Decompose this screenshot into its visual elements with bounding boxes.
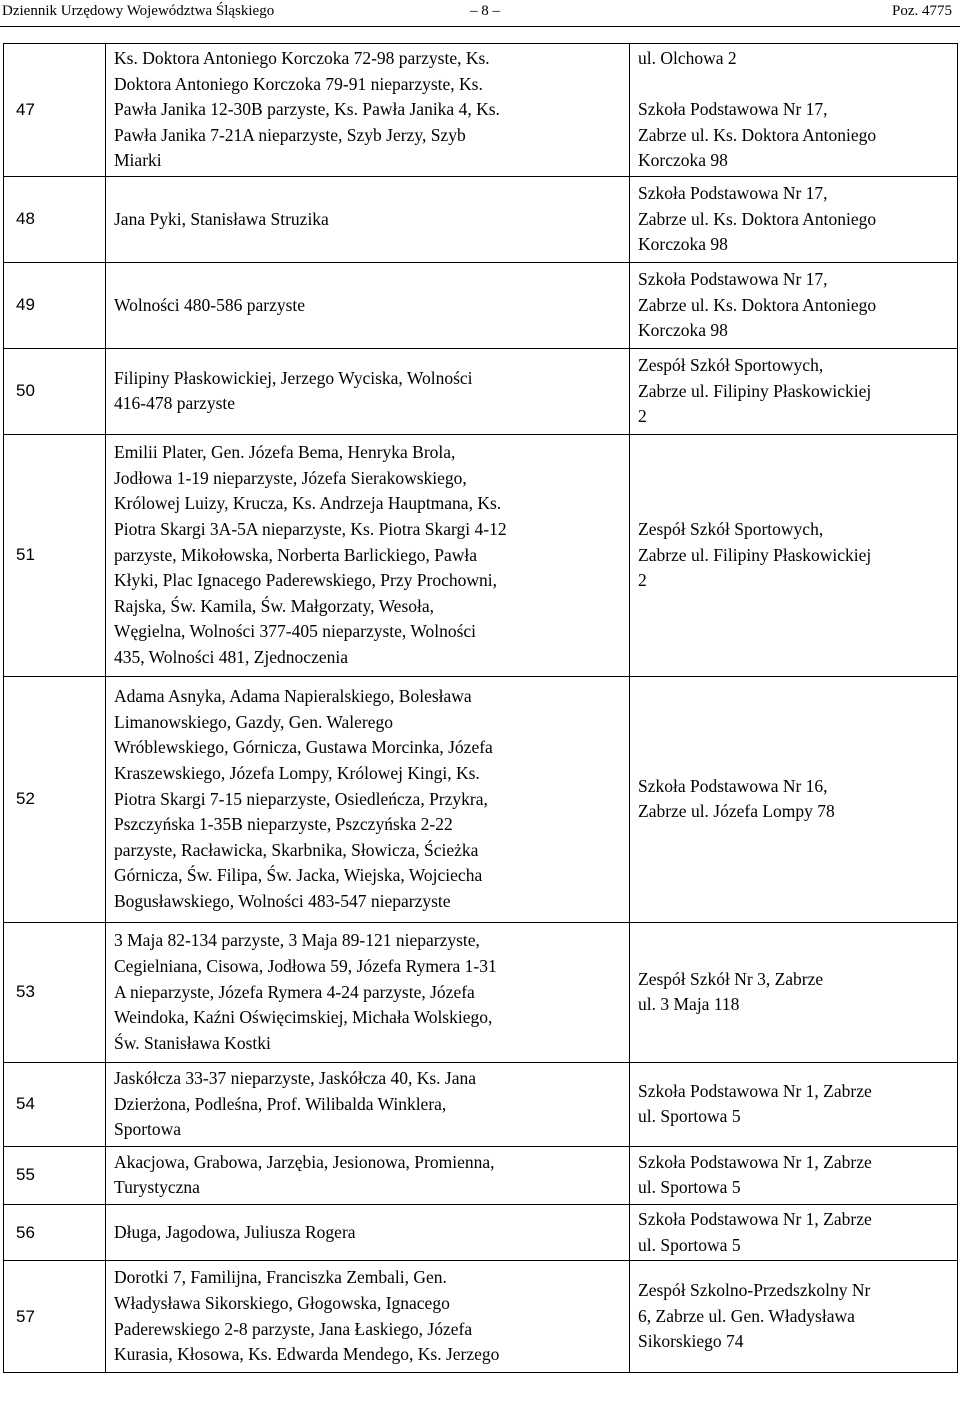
journal-title: Dziennik Urzędowy Województwa Śląskiego [2, 3, 275, 19]
district-number: 49 [4, 262, 106, 348]
street-list [106, 922, 630, 1062]
district-number: 48 [4, 176, 106, 262]
district-number: 47 [4, 44, 106, 177]
street-line: Dorotki 7, Familijna, Franciszka Zembali, Gen. [114, 1267, 447, 1288]
school-line: Szkoła Podstawowa Nr 17, [638, 99, 828, 120]
street-line: Akacjowa, Grabowa, Jarzębia, Jesionowa, Promienna, [114, 1151, 495, 1172]
school-address [630, 44, 958, 177]
district-number: 56 [4, 1204, 106, 1260]
school-address [630, 262, 958, 348]
table-row [4, 922, 958, 1062]
street-list [106, 44, 630, 177]
table-body [4, 44, 958, 1373]
district-number: 54 [4, 1062, 106, 1146]
street-line: Weindoka, Kaźni Oświęcimskiej, Michała Wolskiego, [114, 1007, 493, 1028]
street-line: Rajska, Św. Kamila, Św. Małgorzaty, Wesoła, [114, 595, 435, 616]
school-line: ul. Sportowa 5 [638, 1177, 741, 1198]
street-list [106, 176, 630, 262]
page-number: – 8 – [470, 3, 500, 19]
street-line: Emilii Plater, Gen. Józefa Bema, Henryka Brola, [114, 442, 456, 463]
street-list [106, 348, 630, 434]
school-address [630, 1261, 958, 1373]
school-address [630, 348, 958, 434]
table-row [4, 434, 958, 676]
school-address [630, 922, 958, 1062]
street-line: Kraszewskiego, Józefa Lompy, Królowej Kingi, Ks. [114, 763, 480, 784]
street-line: Kurasia, Kłosowa, Ks. Edwarda Mendego, Ks. Jerzego [114, 1344, 500, 1365]
school-line: Zabrze ul. Ks. Doktora Antoniego [638, 294, 877, 315]
street-line: Doktora Antoniego Korczoka 79-91 nieparzyste, Ks. [114, 73, 483, 94]
street-line: Cegielniana, Cisowa, Jodłowa 59, Józefa Rymera 1-31 [114, 956, 497, 977]
street-line: Górnicza, Św. Filipa, Św. Jacka, Wiejska, Wojciecha [114, 865, 483, 886]
school-line: Szkoła Podstawowa Nr 1, Zabrze [638, 1208, 872, 1229]
street-list [106, 1204, 630, 1260]
table-row [4, 348, 958, 434]
school-line: Zespół Szkół Sportowych, [638, 519, 824, 540]
street-line: Piotra Skargi 3A-5A nieparzyste, Ks. Piotra Skargi 4-12 [114, 519, 507, 540]
school-line: Zespół Szkół Sportowych, [638, 355, 824, 376]
street-line: Jana Pyki, Stanisława Struzika [114, 208, 329, 229]
school-line: Zabrze ul. Ks. Doktora Antoniego [638, 208, 877, 229]
street-line: Pszczyńska 1-35B nieparzyste, Pszczyńska 2-22 [114, 814, 453, 835]
street-line: Pawła Janika 7-21A nieparzyste, Szyb Jerzy, Szyb [114, 124, 466, 145]
table-row [4, 176, 958, 262]
school-line: Zabrze ul. Józefa Lompy 78 [638, 801, 835, 822]
school-line: Zabrze ul. Filipiny Płaskowickiej [638, 380, 872, 401]
street-line: Ks. Doktora Antoniego Korczoka 72-98 parzyste, Ks. [114, 48, 490, 68]
street-line: Wróblewskiego, Górnicza, Gustawa Morcinka, Józefa [114, 737, 493, 758]
school-line: Korczoka 98 [638, 234, 728, 255]
street-line: Paderewskiego 2-8 parzyste, Jana Łaskiego, Józefa [114, 1318, 473, 1339]
street-line: Miarki [114, 150, 162, 171]
school-line: Zabrze ul. Ks. Doktora Antoniego [638, 124, 877, 145]
school-line: Korczoka 98 [638, 150, 728, 171]
street-line: Turystyczna [114, 1177, 200, 1198]
street-line: Adama Asnyka, Adama Napieralskiego, Bolesława [114, 686, 472, 707]
school-line: ul. 3 Maja 118 [638, 994, 740, 1015]
school-address [630, 676, 958, 922]
school-line: ul. Sportowa 5 [638, 1106, 741, 1127]
school-line: Szkoła Podstawowa Nr 1, Zabrze [638, 1080, 872, 1101]
street-line: 435, Wolności 481, Zjednoczenia [114, 647, 348, 668]
street-line: 3 Maja 82-134 parzyste, 3 Maja 89-121 nieparzyste, [114, 930, 480, 951]
street-line: Limanowskiego, Gazdy, Gen. Walerego [114, 711, 393, 732]
table-row [4, 676, 958, 922]
school-line: 2 [638, 570, 647, 591]
school-address [630, 1062, 958, 1146]
table-row [4, 262, 958, 348]
district-number: 53 [4, 922, 106, 1062]
street-list [106, 1146, 630, 1204]
street-line: Władysława Sikorskiego, Głogowska, Ignacego [114, 1293, 450, 1314]
position-number: Poz. 4775 [892, 3, 952, 19]
street-line: Bogusławskiego, Wolności 483-547 nieparzyste [114, 891, 451, 912]
school-address [630, 1146, 958, 1204]
street-list [106, 1062, 630, 1146]
district-number: 57 [4, 1261, 106, 1373]
street-line: Piotra Skargi 7-15 nieparzyste, Osiedleńcza, Przykra, [114, 788, 488, 809]
table-row [4, 1062, 958, 1146]
district-number: 52 [4, 676, 106, 922]
street-line: Filipiny Płaskowickiej, Jerzego Wyciska, Wolności [114, 367, 473, 388]
street-line: A nieparzyste, Józefa Rymera 4-24 parzyste, Józefa [114, 981, 475, 1002]
street-list [106, 434, 630, 676]
school-line: Zabrze ul. Filipiny Płaskowickiej [638, 544, 872, 565]
district-number: 50 [4, 348, 106, 434]
street-list [106, 676, 630, 922]
street-line: parzyste, Racławicka, Skarbnika, Słowicza, Ścieżka [114, 839, 479, 860]
districts-table [3, 43, 958, 1373]
street-line: Wolności 480-586 parzyste [114, 294, 306, 315]
street-list [106, 262, 630, 348]
street-line: Pawła Janika 12-30B parzyste, Ks. Pawła Janika 4, Ks. [114, 99, 500, 120]
street-line: Królowej Luizy, Krucza, Ks. Andrzeja Hauptmana, Ks. [114, 493, 502, 514]
street-line: 416-478 parzyste [114, 393, 236, 414]
district-number: 55 [4, 1146, 106, 1204]
school-line: Szkoła Podstawowa Nr 16, [638, 775, 828, 796]
school-line: 6, Zabrze ul. Gen. Władysława [638, 1305, 855, 1326]
school-line: Zespół Szkolno-Przedszkolny Nr [638, 1280, 871, 1301]
page-header [0, 0, 960, 27]
district-number: 51 [4, 434, 106, 676]
school-line: ul. Sportowa 5 [638, 1234, 741, 1255]
street-line: parzyste, Mikołowska, Norberta Barlickiego, Pawła [114, 544, 478, 565]
school-line: Szkoła Podstawowa Nr 17, [638, 183, 828, 204]
street-list [106, 1261, 630, 1373]
school-line: ul. Olchowa 2 [638, 48, 737, 68]
table-row [4, 1204, 958, 1260]
street-line: Dzierżona, Podleśna, Prof. Wilibalda Winklera, [114, 1093, 447, 1114]
street-line: Św. Stanisława Kostki [114, 1032, 271, 1053]
street-line: Kłyki, Plac Ignacego Paderewskiego, Przy Prochowni, [114, 570, 497, 591]
school-line [638, 72, 953, 98]
school-address [630, 1204, 958, 1260]
school-line: 2 [638, 406, 647, 427]
school-address [630, 176, 958, 262]
school-line: Szkoła Podstawowa Nr 1, Zabrze [638, 1151, 872, 1172]
street-line: Jodłowa 1-19 nieparzyste, Józefa Sierakowskiego, [114, 467, 467, 488]
school-line: Szkoła Podstawowa Nr 17, [638, 269, 828, 290]
school-line: Sikorskiego 74 [638, 1331, 744, 1352]
street-line: Sportowa [114, 1119, 182, 1140]
street-line: Węgielna, Wolności 377-405 nieparzyste, Wolności [114, 621, 477, 642]
school-line: Zespół Szkół Nr 3, Zabrze [638, 968, 824, 989]
table-row [4, 44, 958, 177]
table-row [4, 1261, 958, 1373]
street-line: Jaskółcza 33-37 nieparzyste, Jaskółcza 40, Ks. Jana [114, 1068, 477, 1089]
school-address [630, 434, 958, 676]
street-line: Długa, Jagodowa, Juliusza Rogera [114, 1221, 356, 1242]
table-row [4, 1146, 958, 1204]
school-line: Korczoka 98 [638, 320, 728, 341]
